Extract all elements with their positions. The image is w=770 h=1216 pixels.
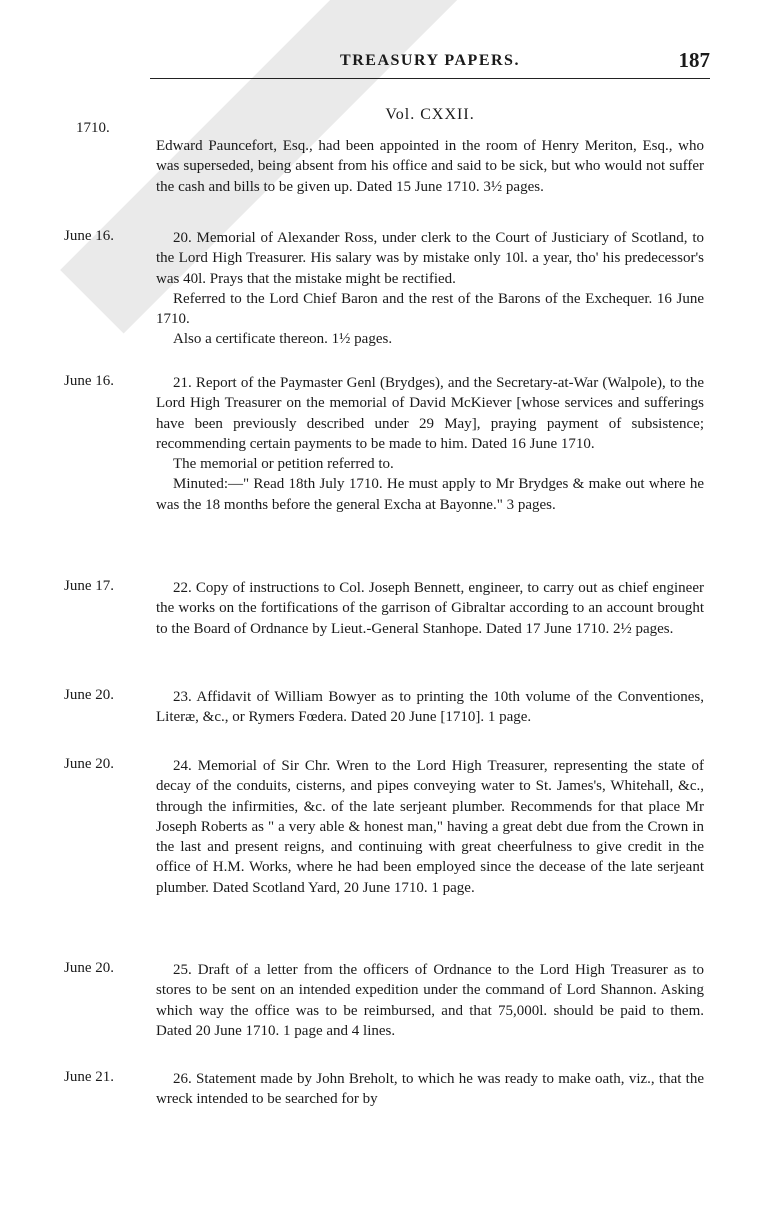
volume-heading: Vol. CXXII. xyxy=(385,106,475,123)
year-margin-note: 1710. xyxy=(76,120,110,136)
entry-paragraph: 20. Memorial of Alexander Ross, under clerk to the Court of Justiciary of Scotland, to the Lord High Treasurer. His salary was by mistake only 10l. a year, tho' his predecessor's was 40l. Prays that the mistake might be rectified. xyxy=(156,230,704,287)
entry-paragraph: 24. Memorial of Sir Chr. Wren to the Lord High Treasurer, representing the state of decay of the conduits, cisterns, and pipes conveying water to St. James's, Whitehall, &c., through the infirmities, &c. of the late serjeant plumber. Recommends for that place Mr Joseph Roberts as " a very able & honest man," having a great debt due from the Crown in the last and present reigns, and continuing with great cheerfulness to give credit in the office of H.M. Works, where he had been employed since the decease of the late serjeant plumber. Dated Scotland Yard, 20 June 1710. 1 page. xyxy=(156,758,704,896)
entry xyxy=(156,687,704,728)
header-title: TREASURY PAPERS. xyxy=(340,52,520,69)
entry-date: June 17. xyxy=(64,578,114,594)
entry xyxy=(156,136,704,197)
entry-date: June 20. xyxy=(64,687,114,703)
page-number: 187 xyxy=(678,48,710,72)
entry-paragraph: Edward Pauncefort, Esq., had been appointed in the room of Henry Meriton, Esq., who was superseded, being absent from his office and said to be sick, but who would not suffer the cash and bills to be given up. Dated 15 June 1710. 3½ pages. xyxy=(156,138,704,195)
entry-paragraph: The memorial or petition referred to. xyxy=(173,456,394,473)
entry xyxy=(156,228,704,350)
entry-paragraph: Referred to the Lord Chief Baron and the rest of the Barons of the Exchequer. 16 June 1710. xyxy=(156,290,704,328)
entry-paragraph: Also a certificate thereon. 1½ pages. xyxy=(173,331,393,348)
entry-paragraph: 25. Draft of a letter from the officers of Ordnance to the Lord High Treasurer as to stores to be sent on an intended expedition under the command of Lord Shannon. Asking which way the office was to be reimbursed, and that 75,000l. should be paid to them. Dated 20 June 1710. 1 page and 4 lines. xyxy=(156,962,704,1039)
entry-paragraph: 23. Affidavit of William Bowyer as to printing the 10th volume of the Conventiones, Literæ, &c., or Rymers Fœdera. Dated 20 June [1710]. 1 page. xyxy=(156,689,704,726)
entry-date: June 21. xyxy=(64,1069,114,1085)
entry xyxy=(156,756,704,898)
entry-paragraph: 26. Statement made by John Breholt, to which he was ready to make oath, viz., that the wreck intended to be searched for by xyxy=(156,1071,704,1108)
entry xyxy=(156,960,704,1041)
entry-paragraph: 22. Copy of instructions to Col. Joseph Bennett, engineer, to carry out as chief engineer the works on the fortifications of the garrison of Gibraltar according to an account brought to the Board of Ordnance by Lieut.-General Stanhope. Dated 17 June 1710. 2½ pages. xyxy=(156,580,704,637)
entry-date: June 16. xyxy=(64,228,114,244)
entry xyxy=(156,578,704,639)
running-header xyxy=(150,46,710,79)
entry-paragraph: 21. Report of the Paymaster Genl (Brydges), and the Secretary-at-War (Walpole), to the Lord High Treasurer on the memorial of David McKiever [whose services and sufferings have been previously described under 29 May], praying payment of subsistence; recommending certain payments to be made to him. Dated 16 June 1710. xyxy=(156,375,704,452)
entry-date: June 16. xyxy=(64,373,114,389)
entry xyxy=(156,1069,704,1110)
entry xyxy=(156,373,704,515)
entry-paragraph: Minuted:—" Read 18th July 1710. He must apply to Mr Brydges & make out where he was the 18 months before the general Excha at Bayonne." 3 pages. xyxy=(156,476,704,513)
entry-date: June 20. xyxy=(64,960,114,976)
entry-date: June 20. xyxy=(64,756,114,772)
